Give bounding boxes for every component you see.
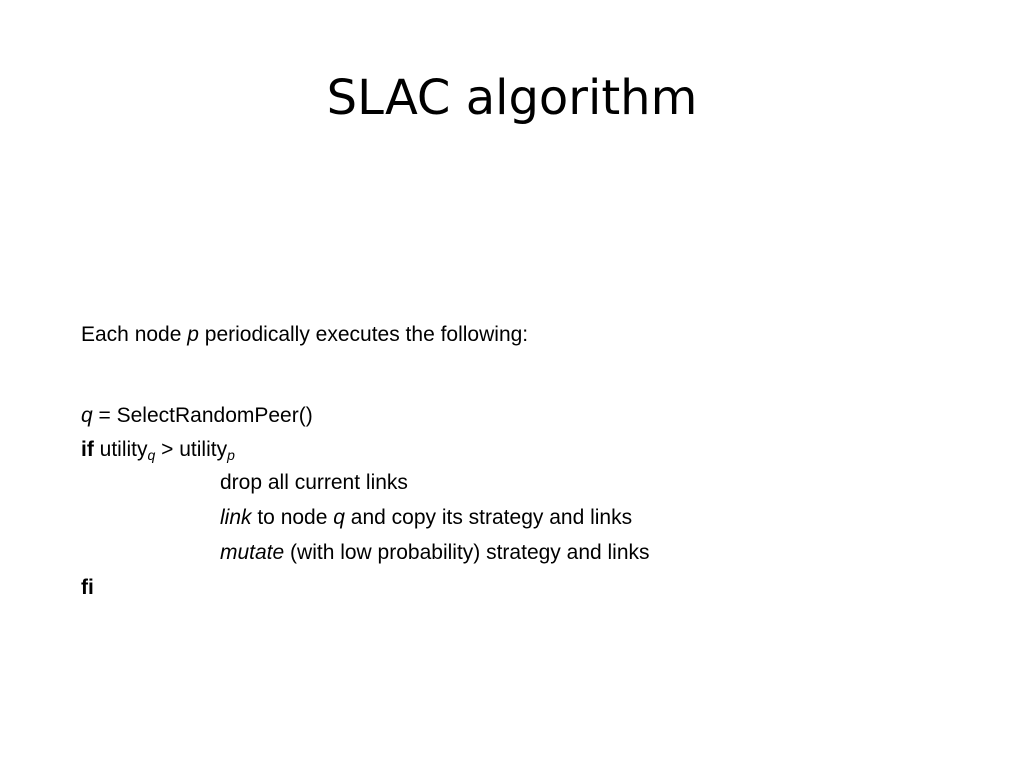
code-line-fi xyxy=(81,575,94,601)
code-assignment: = SelectRandomPeer() xyxy=(92,404,313,427)
code-variable-q: q xyxy=(81,404,93,427)
code-keyword-mutate: mutate xyxy=(220,541,285,564)
code-keyword-fi: fi xyxy=(81,576,94,599)
code-utility-left: utility xyxy=(93,438,148,461)
code-line-link xyxy=(220,505,632,531)
intro-variable-p: p xyxy=(187,323,199,346)
code-subscript-p: p xyxy=(227,447,235,463)
code-keyword-link: link xyxy=(220,506,252,529)
code-link-variable-q: q xyxy=(333,506,345,529)
code-comparison: > utility xyxy=(155,438,228,461)
slide-title: SLAC algorithm xyxy=(326,70,698,126)
intro-text-before: Each node xyxy=(81,323,188,346)
code-line-drop: drop all current links xyxy=(220,471,408,494)
code-line-select-peer xyxy=(81,403,313,429)
code-link-mid: to node xyxy=(251,506,334,529)
code-link-rest: and copy its strategy and links xyxy=(344,506,633,529)
code-line-if xyxy=(81,437,235,463)
code-mutate-rest: (with low probability) strategy and links xyxy=(284,541,650,564)
code-subscript-q: q xyxy=(147,447,156,463)
intro-text-after: periodically executes the following: xyxy=(198,323,529,346)
code-line-mutate xyxy=(220,540,650,566)
code-keyword-if: if xyxy=(81,438,94,461)
intro-line xyxy=(81,322,528,348)
